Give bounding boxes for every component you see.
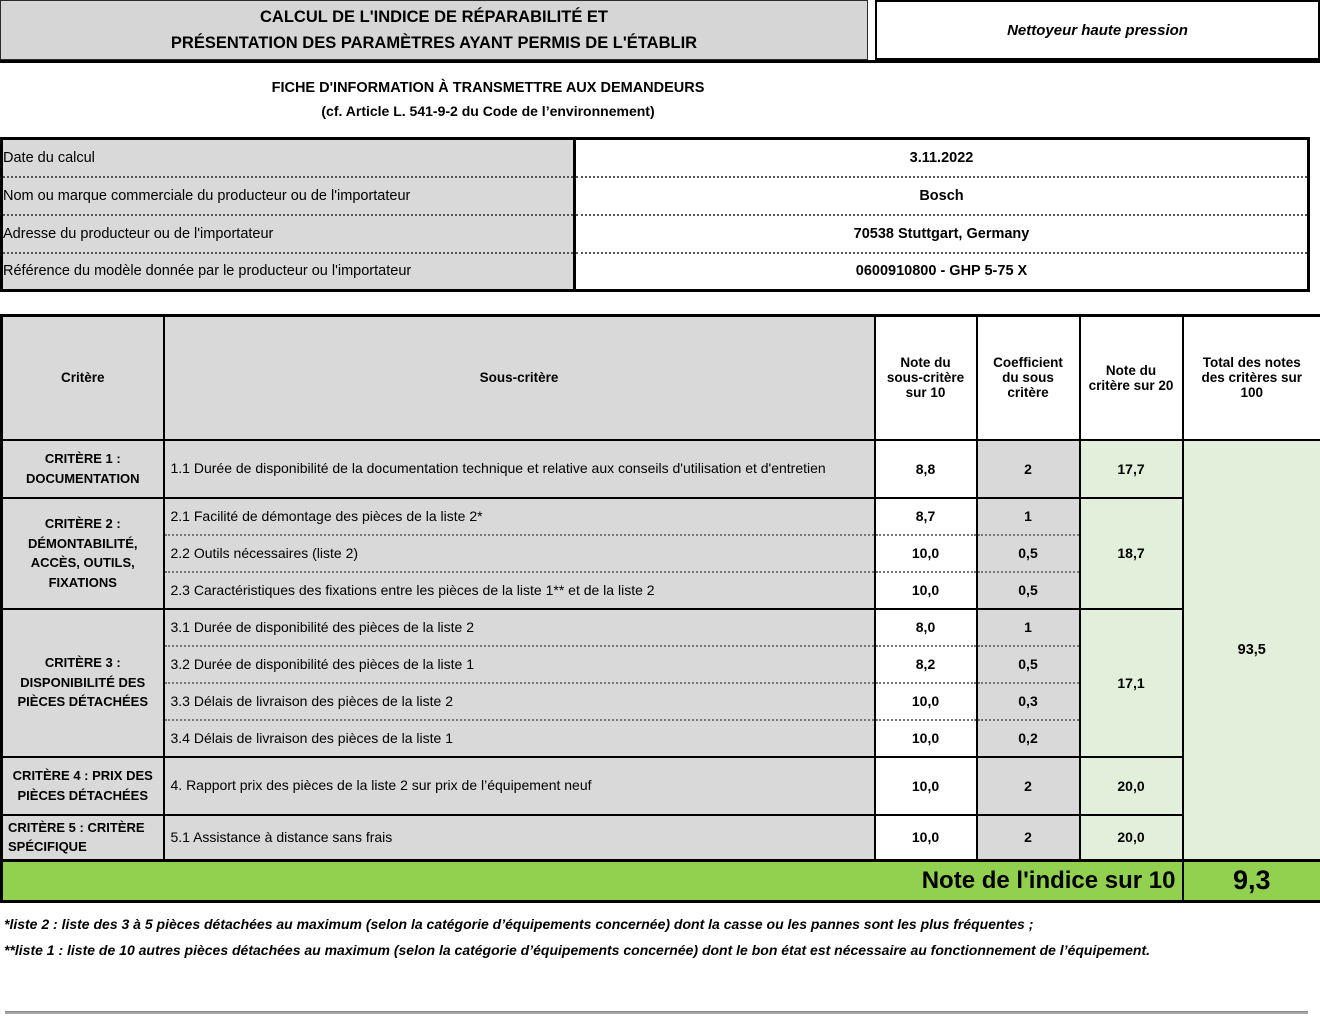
document-title-line2: PRÉSENTATION DES PARAMÈTRES AYANT PERMIS DE L'ÉTABLIR [170, 34, 698, 52]
sous-critere-2-2: 2.2 Outils nécessaires (liste 2) [164, 535, 875, 572]
document-title-line1: CALCUL DE L'INDICE DE RÉPARABILITÉ ET [260, 7, 608, 26]
info-value-producer-name: Bosch [575, 177, 1309, 215]
criteria-table-header-row [2, 316, 1320, 440]
sous-critere-2-1: 2.1 Facilité de démontage des pièces de la liste 2* [164, 498, 875, 535]
table-row-1-1 [2, 440, 1320, 498]
critere-3-label: CRITÈRE 3 : DISPONIBILITÉ DES PIÈCES DÉTACHÉES [2, 609, 164, 757]
footnote-liste2: *liste 2 : liste des 3 à 5 pièces détachées au maximum (selon la catégorie d’équipements concernée) dont la casse ou les pannes sont les plus fréquentes ; [4, 915, 1034, 932]
critere-5-label: CRITÈRE 5 : CRITÈRE SPÉCIFIQUE [2, 815, 164, 861]
table-row-4 [2, 757, 1320, 815]
cutoff-table-edge [5, 1011, 1308, 1014]
coefficient-1-1: 2 [977, 440, 1080, 498]
score-row [2, 860, 1320, 901]
info-row-date [2, 139, 1309, 177]
note-5-1: 10,0 [875, 815, 977, 861]
info-value-date: 3.11.2022 [909, 149, 974, 166]
sous-critere-3-3: 3.3 Délais de livraison des pièces de la liste 2 [164, 683, 875, 720]
col-header-critere: Critère [2, 316, 164, 440]
col-header-note-critere: Note du critère sur 20 [1080, 316, 1183, 440]
header-divider [0, 60, 1320, 63]
note-critere-3: 17,1 [1080, 609, 1183, 757]
info-label-date: Date du calcul [2, 139, 575, 177]
score-value: 9,3 [1183, 860, 1320, 901]
note-critere-5: 20,0 [1080, 815, 1183, 861]
footnotes-block [0, 911, 1320, 964]
coefficient-3-2: 0,5 [977, 646, 1080, 683]
col-header-sous-critere: Sous-critère [164, 316, 875, 440]
info-value-model-reference: 0600910800 - GHP 5-75 X [575, 253, 1309, 291]
coefficient-5-1: 2 [977, 815, 1080, 861]
document-title-box [0, 0, 868, 60]
subtitle-line1: FICHE D'INFORMATION À TRANSMETTRE AUX DEMANDEURS [271, 80, 705, 96]
info-label-producer-name: Nom ou marque commerciale du producteur ou de l'importateur [2, 177, 575, 215]
note-2-3: 10,0 [875, 572, 977, 609]
sous-critere-5-1: 5.1 Assistance à distance sans frais [164, 815, 875, 861]
col-header-coefficient: Coefficient du sous critère [977, 316, 1080, 440]
subtitle-block [0, 80, 976, 119]
coefficient-2-1: 1 [977, 498, 1080, 535]
note-critere-1: 17,7 [1080, 440, 1183, 498]
info-label-producer-address: Adresse du producteur ou de l'importateur [2, 215, 575, 253]
table-row-2-1 [2, 498, 1320, 535]
footnote-liste1: **liste 1 : liste de 10 autres pièces détachées au maximum (selon la catégorie d’équipements concernée) dont le bon état est nécessaire au fonctionnement de l’équipement. [4, 942, 1151, 959]
product-category-box [875, 0, 1320, 60]
note-4: 10,0 [875, 757, 977, 815]
note-critere-4: 20,0 [1080, 757, 1183, 815]
coefficient-3-3: 0,3 [977, 683, 1080, 720]
note-3-4: 10,0 [875, 720, 977, 757]
sous-critere-3-1: 3.1 Durée de disponibilité des pièces de la liste 2 [164, 609, 875, 646]
coefficient-4: 2 [977, 757, 1080, 815]
note-critere-2: 18,7 [1080, 498, 1183, 609]
score-label: Note de l'indice sur 10 [2, 860, 1183, 901]
sous-critere-2-3: 2.3 Caractéristiques des fixations entre les pièces de la liste 1** et de la liste 2 [164, 572, 875, 609]
info-label-model-reference: Référence du modèle donnée par le producteur ou l'importateur [2, 253, 575, 291]
total-notes-cell: 93,5 [1183, 440, 1320, 861]
col-header-note-sous-critere: Note du sous-critère sur 10 [875, 316, 977, 440]
criteria-table [0, 314, 1320, 903]
info-row-producer-address [2, 215, 1309, 253]
sous-critere-3-2: 3.2 Durée de disponibilité des pièces de la liste 1 [164, 646, 875, 683]
sous-critere-4: 4. Rapport prix des pièces de la liste 2 sur prix de l’équipement neuf [164, 757, 875, 815]
critere-2-label: CRITÈRE 2 : DÉMONTABILITÉ, ACCÈS, OUTILS, FIXATIONS [2, 498, 164, 609]
note-3-1: 8,0 [875, 609, 977, 646]
table-row-5-1 [2, 815, 1320, 861]
note-1-1: 8,8 [875, 440, 977, 498]
coefficient-2-2: 0,5 [977, 535, 1080, 572]
info-row-producer-name [2, 177, 1309, 215]
sous-critere-1-1: 1.1 Durée de disponibilité de la documentation technique et relative aux conseils d'utilisation et d'entretien [164, 440, 875, 498]
note-2-2: 10,0 [875, 535, 977, 572]
table-row-3-1 [2, 609, 1320, 646]
note-3-2: 8,2 [875, 646, 977, 683]
subtitle-line2: (cf. Article L. 541-9-2 du Code de l’environnement) [321, 103, 655, 119]
note-2-1: 8,7 [875, 498, 977, 535]
coefficient-2-3: 0,5 [977, 572, 1080, 609]
coefficient-3-1: 1 [977, 609, 1080, 646]
critere-1-label: CRITÈRE 1 : DOCUMENTATION [2, 440, 164, 498]
sous-critere-3-4: 3.4 Délais de livraison des pièces de la liste 1 [164, 720, 875, 757]
header-band [0, 0, 1320, 63]
critere-4-label: CRITÈRE 4 : PRIX DES PIÈCES DÉTACHÉES [2, 757, 164, 815]
info-table [0, 137, 1310, 292]
product-category-label: Nettoyeur haute pression [1007, 21, 1188, 39]
coefficient-3-4: 0,2 [977, 720, 1080, 757]
info-value-producer-address: 70538 Stuttgart, Germany [575, 215, 1309, 253]
info-row-model-reference [2, 253, 1309, 291]
note-3-3: 10,0 [875, 683, 977, 720]
col-header-total: Total des notes des critères sur 100 [1183, 316, 1320, 440]
